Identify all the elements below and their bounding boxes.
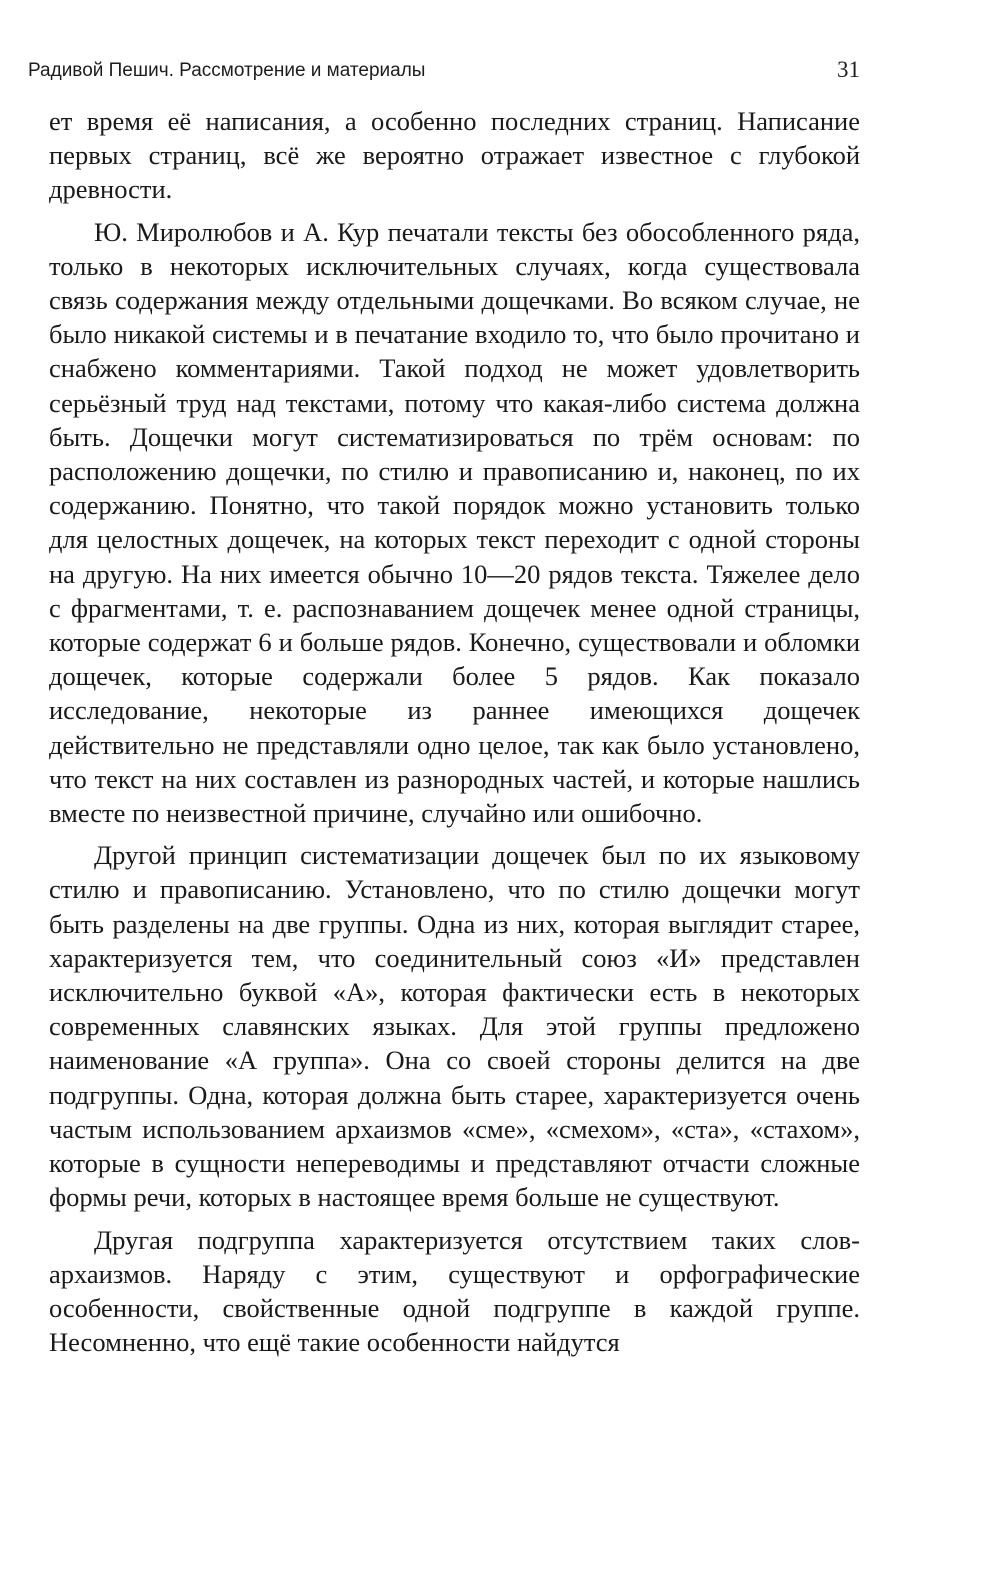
paragraph: Другой принцип систематизации дощечек был по их языковому стилю и правописанию. Установлено, что по стилю дощечки могут быть разделены на две группы. Одна из них, которая выглядит старее, характеризуется тем, что соединительный союз «И» представлен исключительно буквой «А», которая фактически есть в некоторых современных славянских языках. Для этой группы предложено наименование «А группа». Она со своей стороны делится на две подгруппы. Одна, которая должна быть старее, характеризуется очень частым использованием архаизмов «сме», «смехом», «ста», «стахом», которые в сущности непереводимы и представляют отчасти сложные формы речи, которых в настоящее время больше не существуют. (49, 840, 860, 1213)
paragraph-continued: ет время её написания, а особенно последних страниц. Написание первых страниц, всё же вероятно отражает известное с глубокой древности. (49, 106, 860, 205)
page-number: 31 (837, 57, 860, 82)
running-head-title: Радивой Пешич. Рассмотрение и материалы (28, 60, 426, 81)
paragraph: Другая подгруппа характеризуется отсутствием таких слов-архаизмов. Наряду с этим, существуют и орфографические особенности, свойственные одной подгруппе в каждой группе. Несомненно, что ещё такие особенности найдутся (49, 1224, 860, 1358)
running-head (28, 57, 860, 88)
paragraph: Ю. Миролюбов и А. Кур печатали тексты без обособленного ряда, только в некоторых исключительных случаях, когда существовала связь содержания между отдельными дощечками. Во всяком случае, не было никакой системы и в печатание входило то, что было прочитано и снабжено комментариями. Такой подход не может удовлетворить серьёзный труд над текстами, потому что какая-либо система должна быть. Дощечки могут систематизироваться по трём основам: по расположению дощечки, по стилю и правописанию и, наконец, по их содержанию. Понятно, что такой порядок можно установить только для целостных дощечек, на которых текст переходит с одной стороны на другую. На них имеется обычно 10—20 рядов текста. Тяжелее дело с фрагментами, т. е. распознаванием дощечек менее одной страницы, которые содержат 6 и больше рядов. Конечно, существовали и обломки дощечек, которые содержали более 5 рядов. Как показало исследование, некоторые из раннее имеющихся дощечек действительно не представляли одно целое, так как было установлено, что текст на них составлен из разнородных частей, и которые нашлись вместе по неизвестной причине, случайно или ошибочно. (49, 216, 860, 829)
body-text (49, 104, 860, 1367)
